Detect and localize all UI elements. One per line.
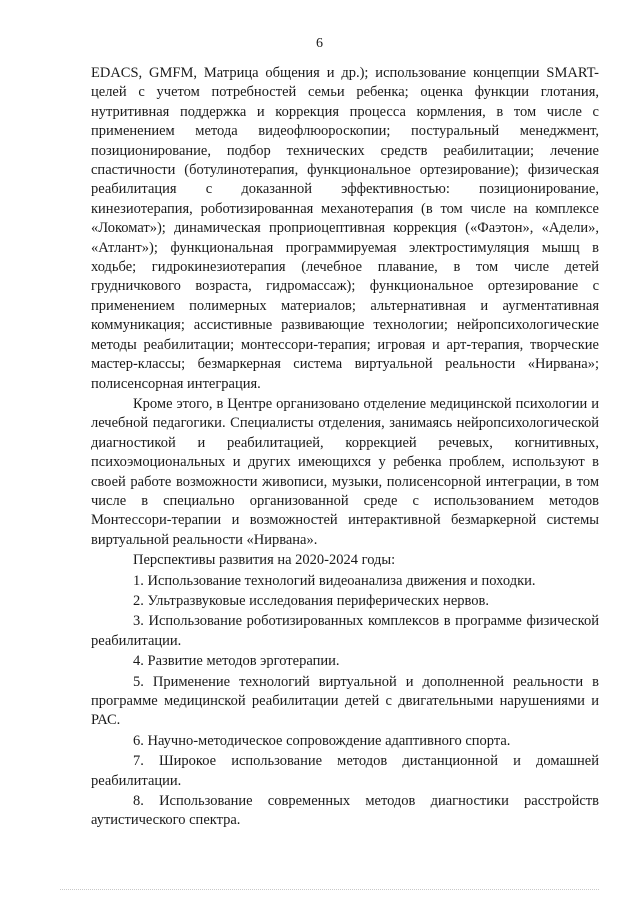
list-item: 5. Применение технологий виртуальной и дополненной реальности в программе медицинской реабилитации детей с двигательными нарушениями и РАС. — [91, 673, 599, 729]
page-number: 6 — [316, 36, 323, 51]
list-item: 6. Научно-методическое сопровождение адаптивного спорта. — [133, 732, 511, 749]
document-body — [91, 64, 599, 831]
list-item: 7. Широкое использование методов дистанционной и домашней реабилитации. — [91, 753, 599, 789]
list-item: 1. Использование технологий видеоанализа движения и походки. — [133, 572, 536, 589]
list-item: 3. Использование роботизированных комплексов в программе физической реабилитации. — [91, 613, 599, 649]
paragraph-methods: EDACS, GMFM, Матрица общения и др.); использование концепции SMART-целей с учетом потребностей семьи ребенка; оценка функции глотания, нутритивная поддержка и коррекция процесса кормления, в том числе с применением метода видеофлюороскопии; постуральный менеджмент, позиционирование, подбор технических средств реабилитации; лечение спастичности (ботулинотерапия, функциональное ортезирование); физическая реабилитация с доказанной эффективностью: позиционирование, кинезиотерапия, роботизированная механотерапия (в том числе на комплексе «Локомат»); динамическая проприоцептивная коррекция («Фаэтон», «Адели», «Атлант»); функциональная программируемая электростимуляция мышц в ходьбе; гидрокинезиотерапия (лечебное плавание, в том числе детей грудничкового возраста, гидромассаж); функциональное ортезирование с применением полимерных материалов; альтернативная и аугментативная коммуникация; ассистивные развивающие технологии; нейропсихологические методы реабилитации; монтессори-терапия; игровая и арт-терапия, творческие мастер-классы; безмаркерная система виртуальной реальности «Нирвана»; полисенсорная интеграция. — [91, 65, 599, 392]
list-item: 8. Использование современных методов диагностики расстройств аутистического спектра. — [91, 793, 599, 829]
list-item: 2. Ультразвуковые исследования периферических нервов. — [133, 592, 489, 609]
paragraph-department: Кроме этого, в Центре организовано отделение медицинской психологии и лечебной педагогики. Специалисты отделения, занимаясь нейропсихологической диагностикой и реабилитацией, коррекцией речевых, когнитивных, психоэмоциональных и других имеющихся у ребенка проблем, используют в своей работе возможности живописи, музыки, полисенсорной интеграции, в том числе в специально организованной среде с использованием методов Монтессори-терапии и возможностей интерактивной безмаркерной системы виртуальной реальности «Нирвана». — [91, 395, 599, 548]
paragraph-prospects-heading: Перспективы развития на 2020-2024 годы: — [133, 552, 396, 569]
list-item: 4. Развитие методов эрготерапии. — [133, 653, 340, 670]
scan-artifact-divider — [60, 888, 599, 890]
